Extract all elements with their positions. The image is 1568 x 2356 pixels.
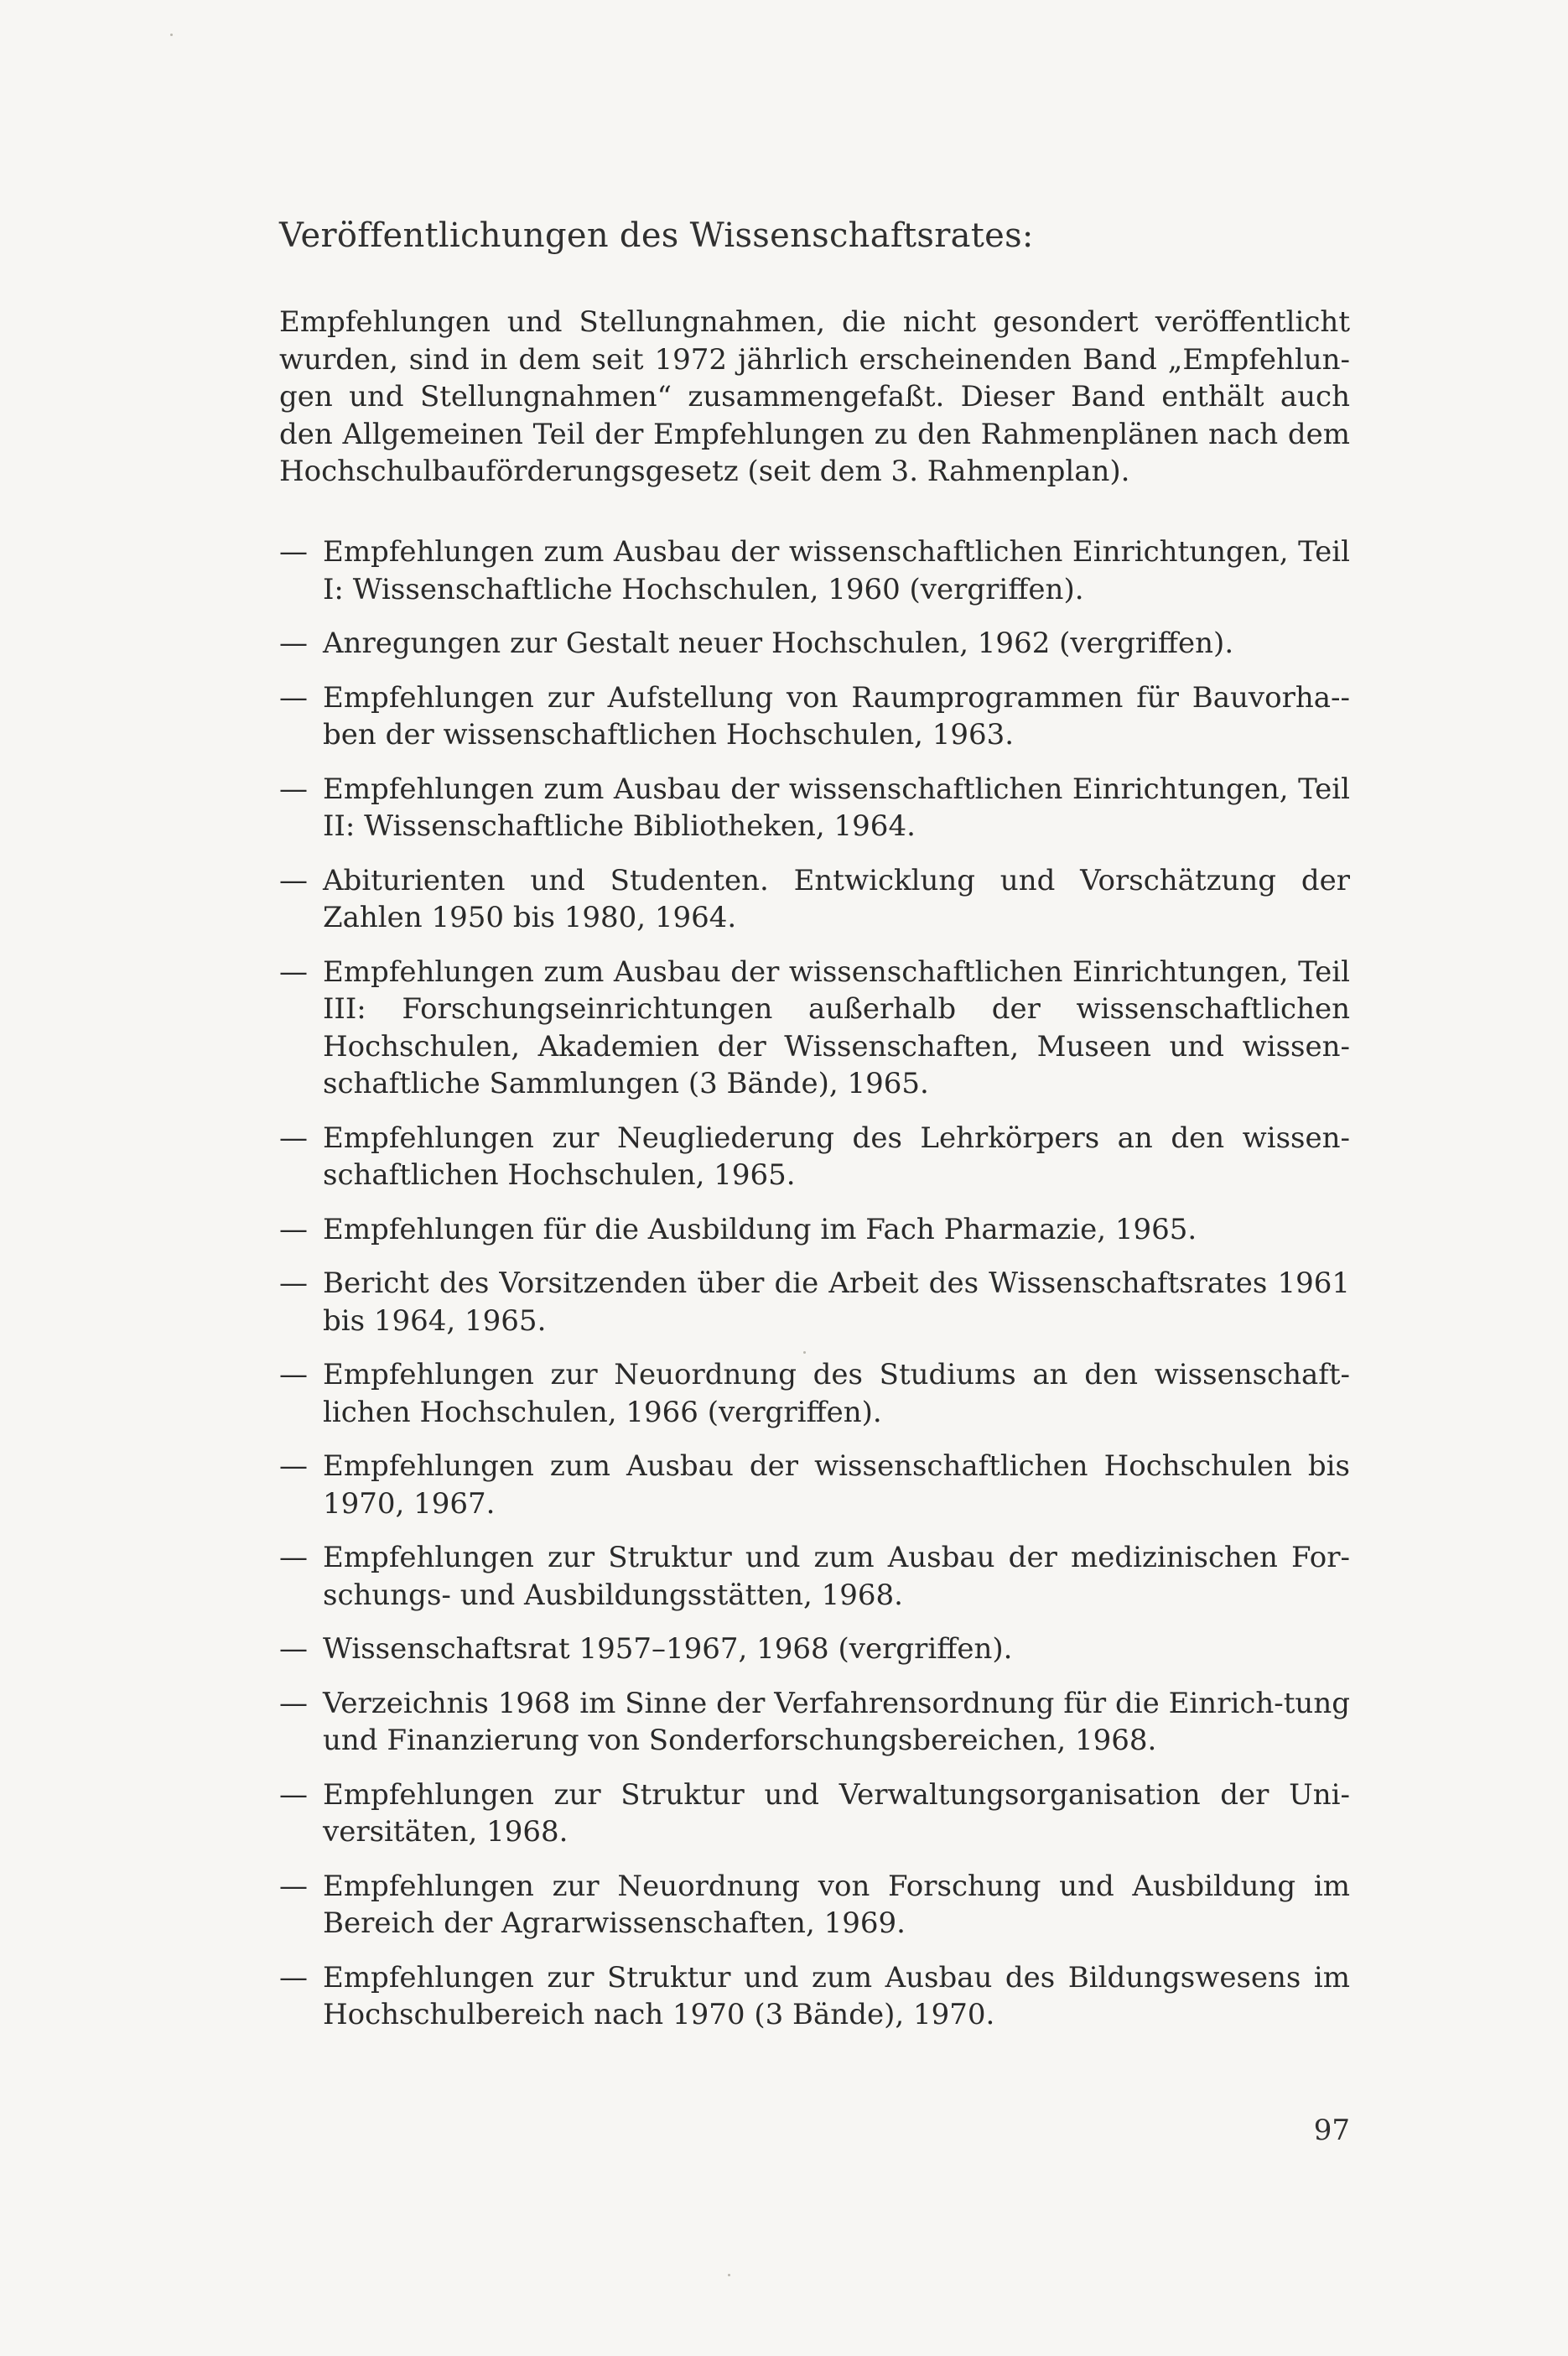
list-item — [279, 1685, 1350, 1760]
dash-bullet: — — [279, 772, 308, 806]
list-item — [279, 533, 1350, 608]
document-page — [279, 0, 1350, 2356]
list-item — [279, 1211, 1350, 1249]
list-item — [279, 1630, 1350, 1668]
list-item-text: Empfehlungen zur Aufstellung von Raumprogrammen für Bauvorha-ben der wissenschaftlichen Hochschulen, 1963. — [323, 680, 1350, 752]
list-item — [279, 1539, 1350, 1614]
dash-bullet: — — [279, 954, 308, 989]
list-item-text: Empfehlungen zum Ausbau der wissenschaftlichen Einrichtungen, Teil II: Wissenschaftliche Bibliotheken, 1964. — [323, 772, 1350, 843]
list-item-text: Empfehlungen zur Struktur und zum Ausbau des Bildungswesens im Hochschulbereich nach 1970 (3 Bände), 1970. — [323, 1960, 1350, 2031]
list-item-text: Empfehlungen zur Struktur und Verwaltungsorganisation der Uni-versitäten, 1968. — [323, 1777, 1350, 1849]
dash-bullet: — — [279, 863, 308, 897]
dash-bullet: — — [279, 1266, 308, 1300]
dash-bullet: — — [279, 627, 308, 660]
intro-line: Hochschulbauförderungsgesetz (seit dem 3. Rahmenplan). — [279, 455, 1130, 488]
list-item-text: Empfehlungen zum Ausbau der wissenschaftlichen Einrichtungen, Teil I: Wissenschaftliche Hochschulen, 1960 (vergriffen). — [323, 535, 1350, 606]
list-item-text: Empfehlungen zum Ausbau der wissenschaftlichen Hochschulen bis 1970, 1967. — [323, 1449, 1350, 1521]
list-item — [279, 862, 1350, 937]
list-item-text: Empfehlungen zur Neuordnung des Studiums an den wissenschaft-lichen Hochschulen, 1966 (vergriffen). — [323, 1358, 1350, 1429]
page-heading: Veröffentlichungen des Wissenschaftsrates: — [279, 216, 1034, 255]
list-item-text: Empfehlungen zur Neuordnung von Forschung und Ausbildung im Bereich der Agrarwissenschaften, 1969. — [323, 1869, 1350, 1940]
list-item — [279, 1776, 1350, 1851]
page-number: 97 — [1313, 2114, 1350, 2147]
intro-line: gen und Stellungnahmen“ zusammengefaßt. Dieser Band enthält auch — [279, 380, 1350, 413]
list-item-text: Empfehlungen zur Neugliederung des Lehrkörpers an den wissen-schaftlichen Hochschulen, 1965. — [323, 1121, 1350, 1192]
list-item-text: Anregungen zur Gestalt neuer Hochschulen, 1962 (vergriffen). — [323, 627, 1234, 660]
publication-list — [279, 533, 1350, 2051]
list-item-text: Wissenschaftsrat 1957–1967, 1968 (vergriffen). — [323, 1632, 1013, 1666]
list-item — [279, 771, 1350, 845]
paper-speck — [803, 1351, 806, 1354]
list-item-text: Bericht des Vorsitzenden über die Arbeit des Wissenschaftsrates 1961 bis 1964, 1965. — [323, 1266, 1350, 1338]
paper-speck — [728, 2274, 730, 2276]
dash-bullet: — — [279, 1358, 308, 1391]
list-item-text: Abiturienten und Studenten. Entwicklung und Vorschätzung der Zahlen 1950 bis 1980, 1964. — [323, 863, 1350, 934]
dash-bullet: — — [279, 680, 308, 715]
list-item — [279, 1448, 1350, 1522]
paper-speck — [170, 34, 173, 36]
list-item-text: Empfehlungen für die Ausbildung im Fach Pharmazie, 1965. — [323, 1212, 1197, 1246]
list-item-text: Empfehlungen zum Ausbau der wissenschaftlichen Einrichtungen, Teil III: Forschungseinrichtungen außerhalb der wissenschaftlichen Hochschulen, Akademien der Wissenschaften, Museen und wissen-schaftliche Sammlungen (3 Bände), 1965. — [323, 954, 1350, 1100]
dash-bullet: — — [279, 1869, 308, 1903]
intro-line: wurden, sind in dem seit 1972 jährlich erscheinenden Band „Empfehlun- — [279, 342, 1350, 377]
list-item — [279, 1356, 1350, 1431]
dash-bullet: — — [279, 1686, 308, 1720]
list-item — [279, 1265, 1350, 1339]
list-item — [279, 625, 1350, 663]
dash-bullet: — — [279, 1960, 308, 1995]
list-item — [279, 1868, 1350, 1943]
list-item — [279, 1120, 1350, 1194]
list-item — [279, 679, 1350, 754]
dash-bullet: — — [279, 535, 308, 569]
list-item-text: Empfehlungen zur Struktur und zum Ausbau der medizinischen For-schungs- und Ausbildungsstätten, 1968. — [323, 1541, 1350, 1612]
intro-line: den Allgemeinen Teil der Empfehlungen zu den Rahmenplänen nach dem — [279, 417, 1350, 451]
dash-bullet: — — [279, 1541, 308, 1574]
dash-bullet: — — [279, 1632, 308, 1666]
list-item-text: Verzeichnis 1968 im Sinne der Verfahrensordnung für die Einrich-tung und Finanzierung von Sonderforschungsbereichen, 1968. — [323, 1686, 1350, 1757]
list-item — [279, 954, 1350, 1103]
dash-bullet: — — [279, 1121, 308, 1155]
intro-line: Empfehlungen und Stellungnahmen, die nicht gesondert veröffentlicht — [279, 305, 1350, 339]
dash-bullet: — — [279, 1449, 308, 1483]
list-item — [279, 1959, 1350, 2034]
intro-paragraph — [279, 304, 1350, 491]
dash-bullet: — — [279, 1777, 308, 1812]
dash-bullet: — — [279, 1212, 308, 1246]
